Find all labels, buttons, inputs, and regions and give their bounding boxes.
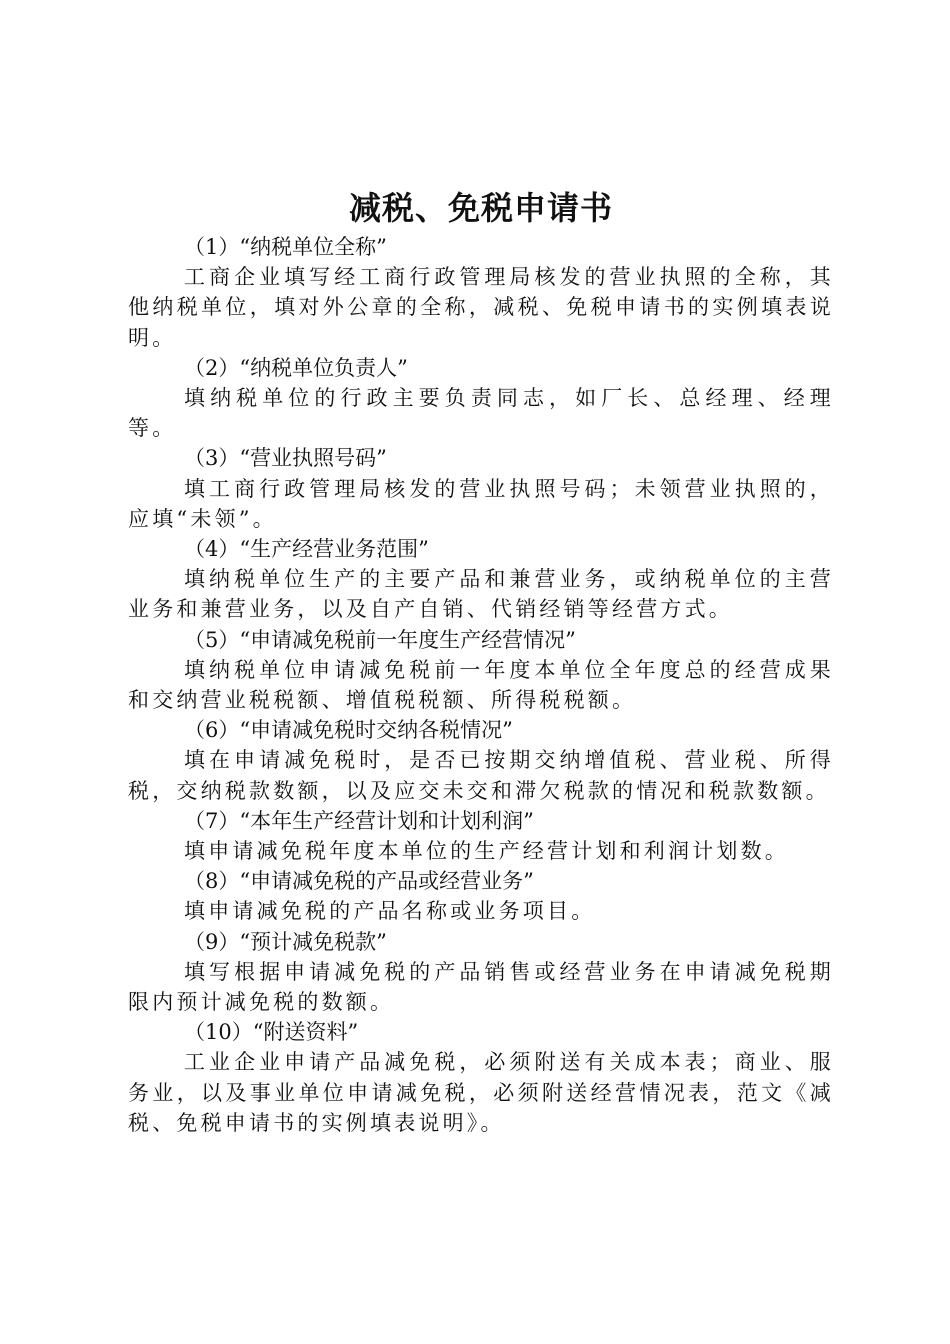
section-heading: （6）“申请减免税时交纳各税情况” [184,718,513,743]
section-heading: （10）“附送资料” [184,1020,359,1045]
section-body: 填纳税单位申请减免税前一年度本单位全年度总的经营成果和交纳营业税税额、增值税税额、所得税税额。 [128,657,834,713]
section-body: 填纳税单位生产的主要产品和兼营业务，或纳税单位的主营业务和兼营业务，以及自产自销、代销经销等经营方式。 [128,567,834,622]
section-body: 填工商行政管理局核发的营业执照号码；未领营业执照的，应填“未领”。 [128,476,834,531]
document-title: 减税、免税申请书 [348,189,613,227]
section-1 [128,232,834,353]
section-heading: （5）“申请减免税前一年度生产经营情况” [184,627,576,652]
section-heading: （8）“申请减免税的产品或经营业务” [184,869,534,894]
section-body: 填申请减免税年度本单位的生产经营计划和利润计划数。 [184,839,789,864]
section-heading: （2）“纳税单位负责人” [184,355,408,380]
section-8 [128,866,834,926]
section-heading: （7）“本年生产经营计划和计划利润” [184,808,534,833]
section-body: 填申请减免税的产品名称或业务项目。 [184,899,596,924]
section-2 [128,353,834,444]
section-heading: （9）“预计减免税款” [184,929,387,954]
section-9 [128,927,834,1018]
section-heading: （3）“营业执照号码” [184,446,387,471]
document-page [128,186,834,1138]
section-heading: （1）“纳税单位全称” [184,235,387,259]
section-heading: （4）“生产经营业务范围” [184,537,429,562]
section-body: 填纳税单位的行政主要负责同志，如厂长、总经理、经理等。 [128,386,834,441]
section-4 [128,534,834,625]
section-7 [128,806,834,866]
section-body: 工业企业申请产品减免税，必须附送有关成本表；商业、服务业，以及事业单位申请减免税，必须附送经营情况表，范文《减税、免税申请书的实例填表说明》。 [128,1050,834,1135]
section-body: 填在申请减免税时，是否已按期交纳增值税、营业税、所得税，交纳税款数额，以及应交未交和滞欠税款的情况和税款数额。 [128,748,834,803]
section-body: 工商企业填写经工商行政管理局核发的营业执照的全称，其他纳税单位，填对外公章的全称，减税、免税申请书的实例填表说明。 [128,265,834,350]
section-10 [128,1017,834,1138]
section-5 [128,625,834,716]
section-body: 填写根据申请减免税的产品销售或经营业务在申请减免税期限内预计减免税的数额。 [128,959,834,1015]
section-3 [128,443,834,534]
section-6 [128,715,834,806]
